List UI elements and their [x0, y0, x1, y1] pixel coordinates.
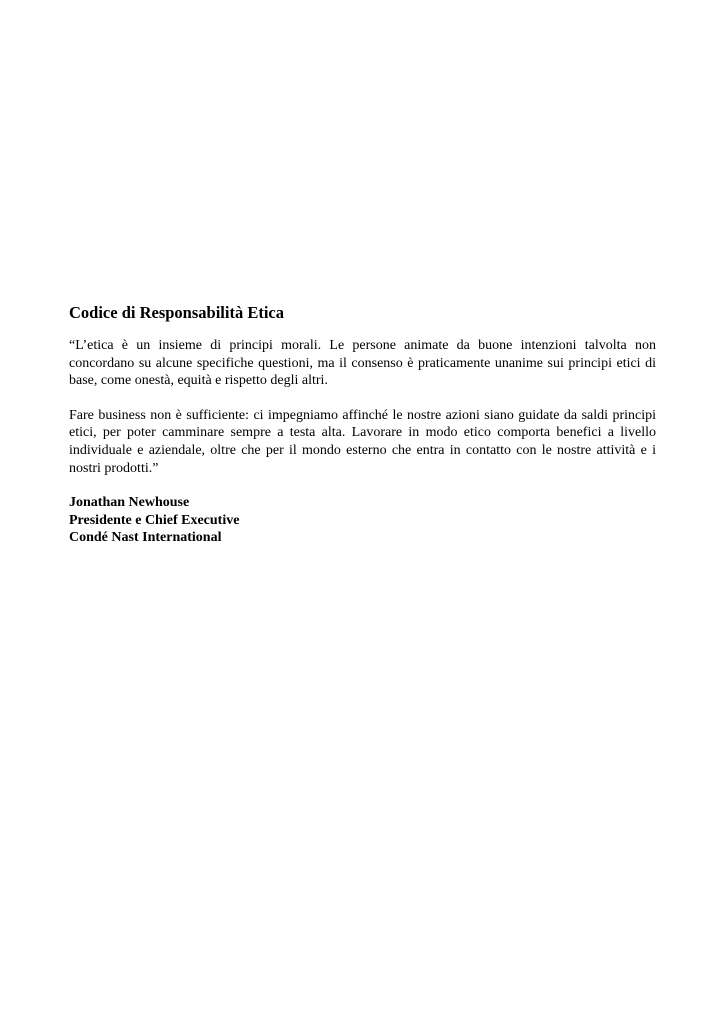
- signature-company: Condé Nast International: [69, 530, 222, 546]
- paragraph-2: Fare business non è sufficiente: ci impegniamo affinché le nostre azioni siano guidate da saldi principi etici, per poter camminare sempre a testa alta. Lavorare in modo etico comporta benefici a livello individuale e aziendale, oltre che per il mondo esterno che entra in contatto con le nostre attività e i nostri prodotti.”: [69, 407, 656, 476]
- signature-block: [69, 494, 656, 547]
- paragraph-1: “L’etica è un insieme di principi morali. Le persone animate da buone intenzioni talvolta non concordano su alcune specifiche questioni, ma il consenso è praticamente unanime sui principi etici di base, come onestà, equità e rispetto degli altri.: [69, 338, 656, 389]
- signature-name: Jonathan Newhouse: [69, 495, 190, 511]
- document-content: [69, 303, 656, 547]
- document-title: Codice di Responsabilità Etica: [69, 303, 284, 322]
- signature-role: Presidente e Chief Executive: [69, 512, 240, 528]
